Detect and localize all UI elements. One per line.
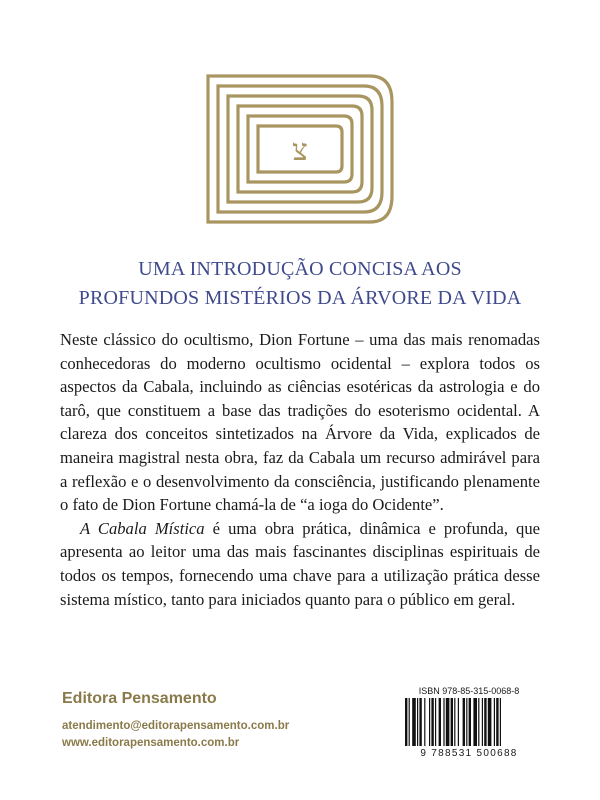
headline-line-2: PROFUNDOS MISTÉRIOS DA ÁRVORE DA VIDA (78, 287, 522, 309)
barcode-bar (463, 698, 465, 746)
tree-of-life-labyrinth-icon (204, 72, 396, 226)
book-title: A Cabala Mística (80, 518, 205, 538)
barcode-bar (473, 698, 477, 746)
barcode-icon (403, 698, 535, 748)
barcode-bar (431, 698, 433, 746)
publisher-name: Editora Pensamento (62, 690, 217, 707)
barcode-bar (454, 698, 455, 746)
barcode-bar (409, 698, 410, 746)
barcode-bar (488, 698, 492, 746)
barcode-bar (458, 698, 459, 746)
barcode-bar (466, 698, 467, 746)
barcode-bar (494, 698, 495, 746)
barcode-bar (500, 698, 501, 746)
isbn-label: ISBN 978-85-315-0068-8 (418, 686, 520, 696)
barcode-bar (446, 698, 450, 746)
barcode-bar (419, 698, 421, 746)
barcode-bar (496, 698, 498, 746)
publisher-email[interactable]: atendimento@editorapensamento.com.br (62, 720, 290, 732)
isbn-barcode-block (395, 686, 543, 760)
description (60, 328, 540, 611)
barcode-bar (435, 698, 436, 746)
barcode-bar (443, 698, 444, 746)
barcode-bar (405, 698, 407, 746)
barcode-bar (469, 698, 471, 746)
barcode-bar (451, 698, 453, 746)
description-paragraph-2 (60, 517, 540, 611)
description-paragraph-2-text: é uma obra prática, dinâmica e profunda, que apresenta ao leitor uma das mais fascinantes disciplinas espirituais de todos os tempos, fornecendo uma chave para a utilização prática desse sistema místico, tanto para iniciados quanto para o público em geral. (60, 518, 540, 609)
description-paragraph-1: Neste clássico do ocultismo, Dion Fortune – uma das mais renomadas conhecedoras do moderno ocultismo ocidental – explora todos os aspectos da Cabala, incluindo as ciências esotéricas da astrologia e do tarô, que constituem a base das tradições do esoterismo ocidental. A clareza dos conceitos sintetizados na Árvore da Vida, explicados de maneira magistral nesta obra, faz da Cabala um recurso admirável para a reflexão e o desenvolvimento da consciência, justificando plenamente o fato de Dion Fortune chamá-la de “a ioga do Ocidente”. (60, 330, 540, 515)
barcode-bar (439, 698, 441, 746)
publisher-website[interactable]: www.editorapensamento.com.br (62, 737, 240, 749)
hebrew-tsade-glyph: צ (292, 133, 308, 168)
barcode-bar (417, 698, 418, 746)
isbn-digits: 9 788531 500688 (420, 748, 518, 759)
barcode-bar (482, 698, 483, 746)
barcode-bar (412, 698, 416, 746)
headline-line-1: UMA INTRODUÇÃO CONCISA AOS (138, 258, 462, 280)
barcode-bar (484, 698, 486, 746)
barcode-bar (424, 698, 425, 746)
barcode-bar (478, 698, 479, 746)
barcode-bar (429, 698, 430, 746)
